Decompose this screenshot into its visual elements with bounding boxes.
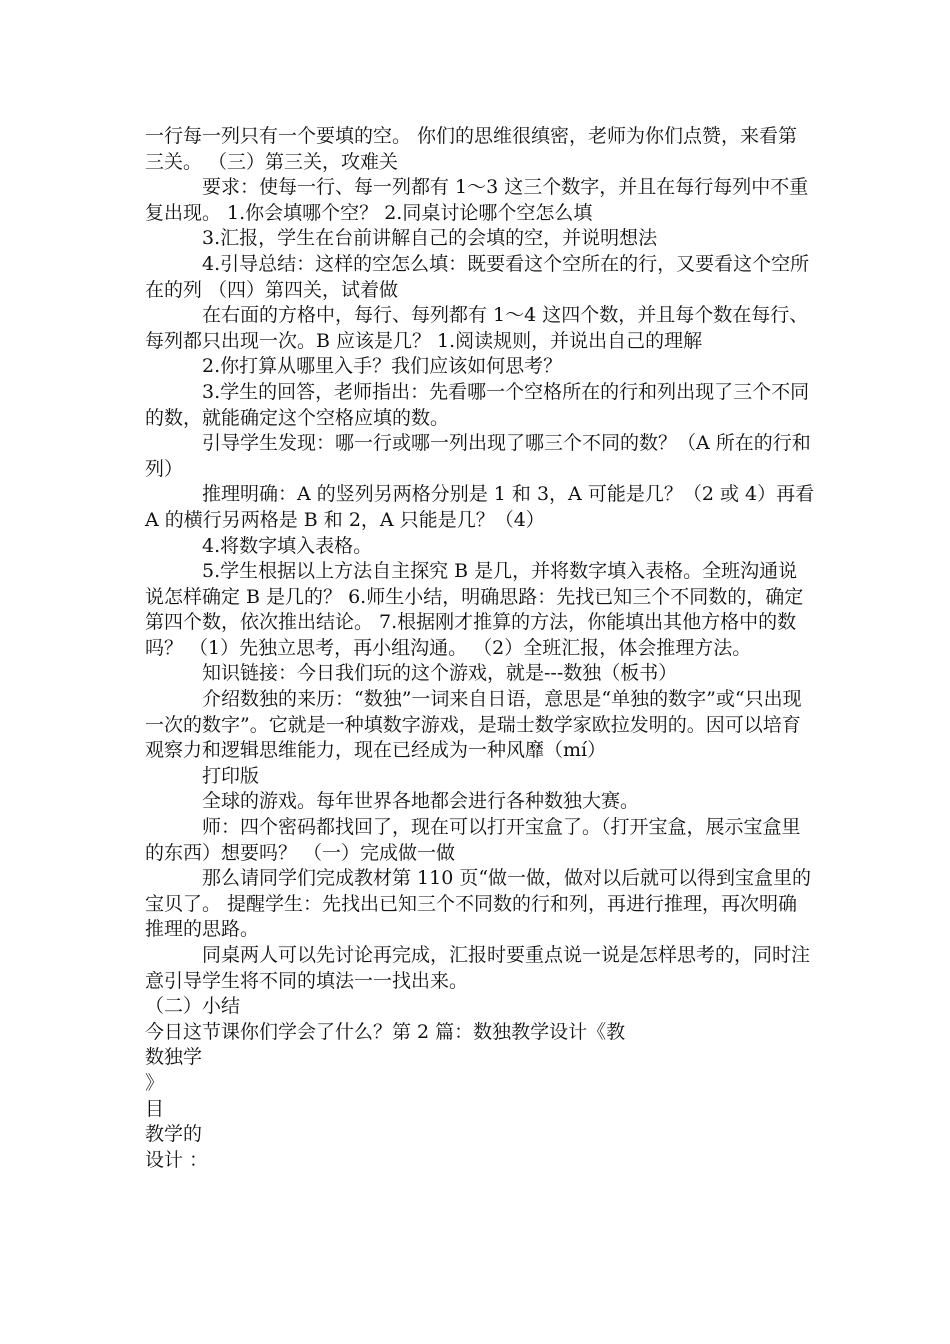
narrow-line: 设计 ： — [145, 1148, 209, 1171]
paragraph: 推理明确：A 的竖列另两格分别是 1 和 3，A 可能是几？（2 或 4）再看 A 的横行另两格是 B 和 2，A 只能是几？（4） — [145, 483, 815, 531]
paragraph: 介绍数独的来历：“数独”一词来自日语，意思是“单独的数字”或“只出现一次的数字”。它就是一种填数字游戏，是瑞士数学家欧拉发明的。因可以培育观察力和逻辑思维能力，现在已经成为一种风靡（mí） — [145, 688, 802, 762]
narrow-line: 教学的 — [145, 1123, 203, 1146]
paragraph: 师：四个密码都找回了，现在可以打开宝盒了。（打开宝盒，展示宝盒里的东西）想要吗？ （一）完成做一做 — [145, 816, 801, 864]
paragraph: 3.汇报，学生在台前讲解自己的会填的空，并说明想法 — [202, 227, 658, 250]
paragraph: 那么请同学们完成教材第 110 页“做一做，做对以后就可以得到宝盒里的宝贝了。 提醒学生：先找出已知三个不同数的行和列，再进行推理，再次明确推理的思路。 — [145, 867, 812, 941]
paragraph: 在右面的方格中，每行、每列都有 1～4 这四个数，并且每个数在每行、每列都只出现一次。B 应该是几？ 1.阅读规则，并说出自己的理解 — [145, 304, 809, 352]
narrow-line: 今日这节课你们学会了什么？第 2 篇：数独教学设计《教 — [145, 1020, 626, 1043]
paragraph: 同桌两人可以先讨论再完成，汇报时要重点说一说是怎样思考的，同时注意引导学生将不同的填法一一找出来。 — [145, 944, 811, 992]
paragraph: 打印版 — [202, 764, 260, 787]
paragraph: 3.学生的回答，老师指出：先看哪一个空格所在的行和列出现了三个不同的数，就能确定这个空格应填的数。 — [145, 380, 810, 429]
paragraph: 引导学生发现：哪一行或哪一列出现了哪三个不同的数？（A 所在的行和列） — [145, 432, 811, 480]
paragraph: 知识链接：今日我们玩的这个游戏，就是---数独（板书） — [202, 662, 678, 685]
paragraph: 全球的游戏。每年世界各地都会进行各种数独大赛。 — [202, 790, 640, 813]
narrow-line: 目 — [145, 1097, 165, 1120]
paragraph: 4.将数字填入表格。 — [202, 534, 373, 557]
narrow-line: 》 — [145, 1071, 165, 1094]
paragraph: 5.学生根据以上方法自主探究 B 是几，并将数字填入表格。全班沟通说说怎样确定 B 是几的？ 6.师生小结，明确思路：先找已知三个不同数的，确定第四个数，依次推出结论。 7.根据刚才推算的方法，你能填出其他方格中的数吗？ （1）先独立思考，再小组沟通。 （2）全班汇报，体会推理方法。 — [145, 560, 804, 659]
paragraph: 4.引导总结：这样的空怎么填：既要看这个空所在的行，又要看这个空所在的列 （四）第四关，试着做 — [145, 252, 810, 301]
paragraph: 2.你打算从哪里入手？我们应该如何思考？ — [202, 355, 563, 378]
paragraph: 要求：使每一行、每一列都有 1～3 这三个数字，并且在每行每列中不重复出现。 1.你会填哪个空？ 2.同桌讨论哪个空怎么填 — [145, 176, 809, 224]
document-page — [145, 124, 815, 1173]
narrow-line: （二）小结 — [145, 995, 241, 1018]
paragraph: 一行每一列只有一个要填的空。 你们的思维很缜密，老师为你们点赞，来看第三关。 （三）第三关，攻难关 — [145, 125, 798, 173]
narrow-line: 数独学 — [145, 1046, 203, 1069]
